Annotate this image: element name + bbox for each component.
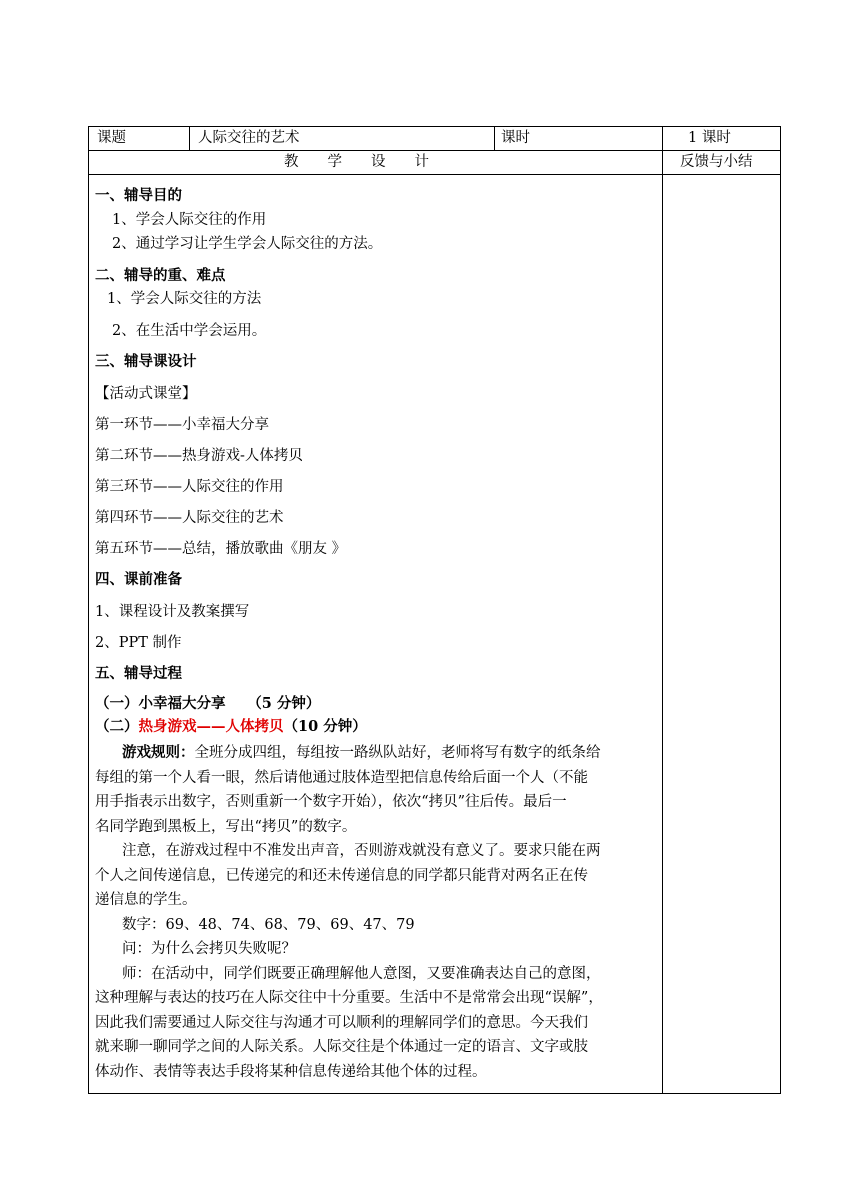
rules-label: 游戏规则： — [122, 744, 195, 761]
table-row-divider — [88, 150, 781, 151]
feedback-heading: 反馈与小结 — [680, 154, 753, 170]
list-item: 2、通过学习让学生学会人际交往的方法。 — [112, 236, 383, 252]
topic-label: 课题 — [97, 130, 126, 146]
period-value: 1 课时 — [688, 130, 731, 146]
topic-value: 人际交往的艺术 — [198, 130, 300, 146]
section-title: 一、辅导目的 — [95, 187, 182, 204]
table-border-left — [88, 126, 89, 1094]
table-border-bottom — [88, 1093, 781, 1094]
list-item: 1、课程设计及教案撰写 — [95, 604, 250, 620]
period-label: 课时 — [501, 130, 530, 146]
section-title: 三、辅导课设计 — [95, 353, 197, 370]
list-item: 第二环节——热身游戏-人体拷贝 — [95, 448, 303, 464]
subsection-title: （一）小幸福大分享 （5 分钟） — [95, 695, 321, 712]
game-description — [95, 741, 655, 1084]
list-item: 第四环节——人际交往的艺术 — [95, 510, 284, 526]
list-item: 第三环节——人际交往的作用 — [95, 479, 284, 495]
paragraph-line: 注意，在游戏过程中不准发出声音，否则游戏就没有意义了。要求只能在两 — [122, 843, 601, 859]
subsection-suffix: （10 分钟） — [283, 718, 367, 735]
paragraph-line: 这种理解与表达的技巧在人际交往中十分重要。生活中不是常常会出现“误解”， — [95, 990, 603, 1006]
subsection-highlight: 热身游戏——人体拷贝 — [138, 718, 284, 735]
paragraph-line: 用手指表示出数字，否则重新一个数字开始），依次“拷贝”往后传。最后一 — [95, 794, 567, 810]
list-item: 2、在生活中学会运用。 — [112, 323, 267, 339]
table-row-divider — [88, 174, 781, 175]
paragraph-line: 全班分成四组，每组按一路纵队站好，老师将写有数字的纸条给 — [194, 745, 601, 761]
subsection-prefix: （二） — [95, 718, 139, 735]
list-item: 第五环节——总结，播放歌曲《朋友 》 — [95, 541, 347, 557]
table-col-divider — [189, 126, 190, 150]
paragraph-line: 递信息的学生。 — [95, 892, 197, 908]
numbers-line: 数字：69、48、74、68、79、69、47、79 — [122, 916, 415, 933]
paragraph-line: 体动作、表情等表达手段将某种信息传递给其他个体的过程。 — [95, 1063, 487, 1080]
table-border-right — [780, 126, 781, 1094]
table-border-top — [88, 126, 781, 127]
paragraph-line: 个人之间传递信息，已传递完的和还未传递信息的同学都只能背对两名正在传 — [95, 867, 588, 884]
list-item: 2、PPT 制作 — [95, 635, 182, 651]
design-heading: 教 学 设 计 — [284, 154, 429, 170]
table-col-divider — [662, 126, 663, 1094]
list-item: 1、学会人际交往的方法 — [107, 291, 262, 307]
list-item: 第一环节——小幸福大分享 — [95, 417, 269, 433]
paragraph-line: 每组的第一个人看一眼，然后请他通过肢体造型把信息传给后面一个人（不能 — [95, 769, 588, 786]
question-line: 问：为什么会拷贝失败呢？ — [122, 941, 296, 957]
list-item: 1、学会人际交往的作用 — [112, 212, 267, 228]
subsection-title — [95, 717, 367, 737]
paragraph-line: 名同学跑到黑板上，写出“拷贝”的数字。 — [95, 818, 357, 835]
section-title: 五、辅导过程 — [95, 665, 182, 682]
table-col-divider — [494, 126, 495, 150]
paragraph-line: 就来聊一聊同学之间的人际关系。人际交往是个体通过一定的语言、文字或肢 — [95, 1039, 588, 1055]
activity-label: 【活动式课堂】 — [95, 386, 197, 402]
section-title: 四、课前准备 — [95, 571, 182, 588]
paragraph-line: 师：在活动中，同学们既要正确理解他人意图，又要准确表达自己的意图， — [122, 965, 601, 982]
paragraph-line: 因此我们需要通过人际交往与沟通才可以顺利的理解同学们的意思。今天我们 — [95, 1014, 588, 1031]
section-title: 二、辅导的重、难点 — [95, 267, 226, 284]
